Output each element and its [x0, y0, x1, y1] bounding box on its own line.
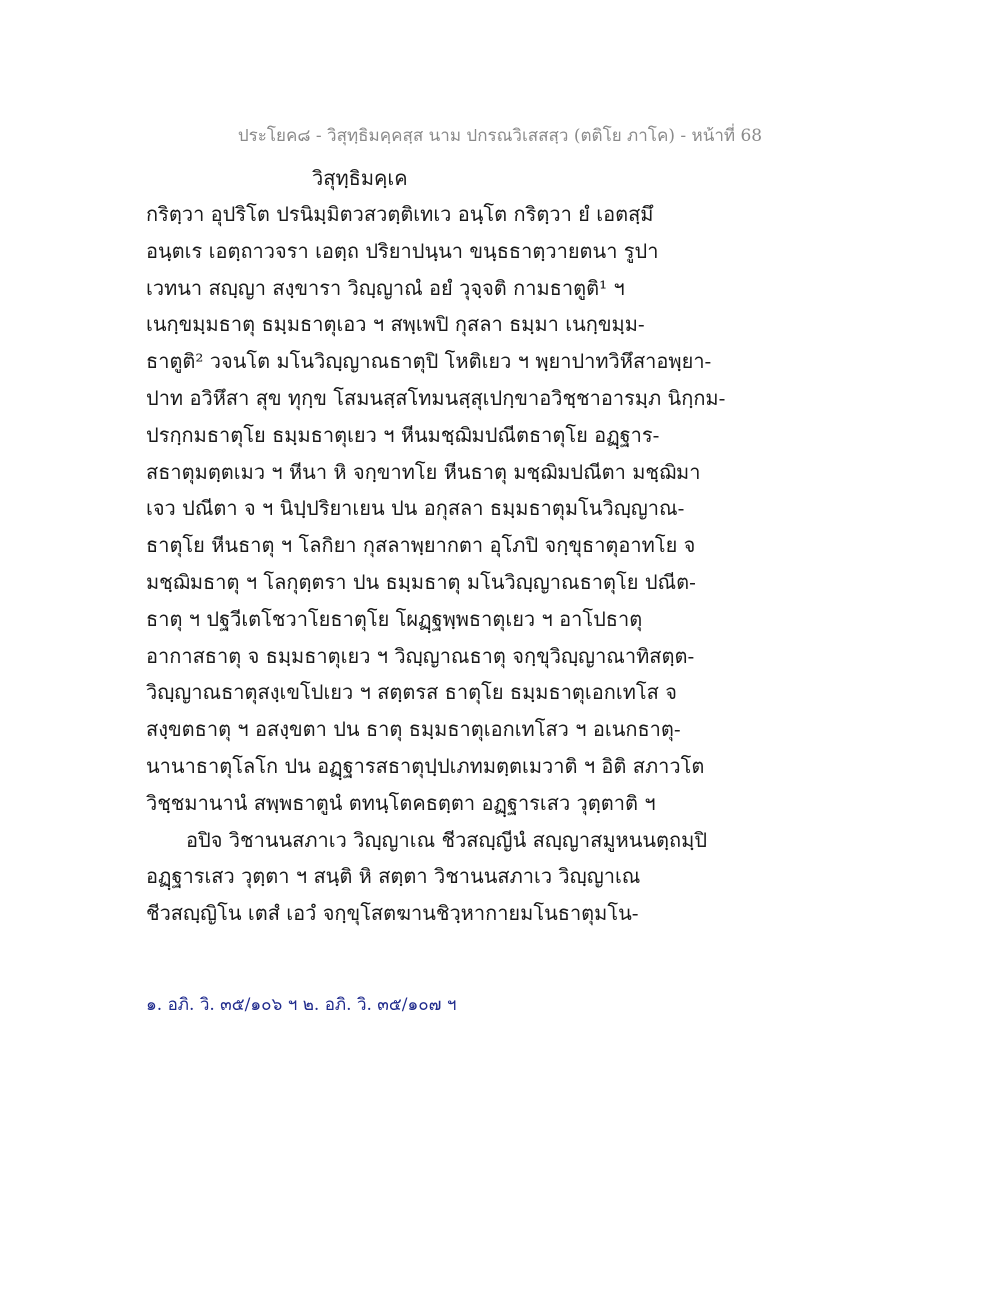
text-line: เวทนา สญฺญา สงฺขารา วิญฺญาณํ อยํ วุจฺจติ กามธาตูติ¹ ฯ [146, 275, 625, 300]
text-line: อนฺตเร เอตฺถาวจรา เอตฺถ ปริยาปนฺนา ขนฺธธาตฺวายตนา รูปา [146, 238, 659, 263]
text-line: สธาตุมตฺตเมว ฯ หีนา หิ จกฺขาทโย หีนธาตุ มชฺฌิมปณีตา มชฺฌิมา [146, 459, 701, 484]
running-header: ประโยค๘ - วิสุทฺธิมคฺคสฺส นาม ปกรณวิเสสสฺว (ตติโย ภาโค) - หน้าที่ 68 [237, 126, 763, 146]
text-line: มชฺฌิมธาตุ ฯ โลกุตฺตรา ปน ธมฺมธาตุ มโนวิญฺญาณธาตุโย ปณีต- [146, 569, 696, 594]
text-line: เนกฺขมฺมธาตุ ธมฺมธาตุเอว ฯ สพฺเพปิ กุสลา ธมฺมา เนกฺขมฺม- [146, 312, 645, 337]
text-line: อากาสธาตุ จ ธมฺมธาตุเยว ฯ วิญฺญาณธาตุ จกฺขุวิญฺญาณาทิสตฺต- [146, 643, 695, 668]
text-line: ปรกฺกมธาตุโย ธมฺมธาตุเยว ฯ หีนมชฺฌิมปณีตธาตุโย อฏฺฐาร- [146, 422, 660, 447]
text-line: ธาตุโย หีนธาตุ ฯ โลกิยา กุสลาพฺยากตา อุโภปิ จกฺขุธาตุอาทโย จ [146, 533, 696, 558]
text-line: ธาตูติ² วจนโต มโนวิญฺญาณธาตุปิ โหติเยว ฯ พฺยาปาทวิหึสาอพฺยา- [146, 349, 712, 374]
paragraph-first-line: อปิจ วิชานนสภาเว วิญฺญาเณ ชีวสญฺญีนํ สญฺญาสมูหนนตฺถมฺปิ [186, 827, 708, 852]
text-line: วิชฺชมานานํ สพฺพธาตูนํ ตทนฺโตคธตฺตา อฏฺฐารเสว วุตฺตาติ ฯ [146, 790, 656, 815]
footnote: ๑. อภิ. วิ. ๓๕/๑๐๖ ฯ ๒. อภิ. วิ. ๓๕/๑๐๗ ฯ [146, 995, 457, 1015]
text-line: เจว ปณีตา จ ฯ นิปฺปริยาเยน ปน อกุสลา ธมฺมธาตุมโนวิญฺญาณ- [146, 496, 685, 521]
text-line: กริตฺวา อุปริโต ปรนิมฺมิตวสวตฺติเทเว อนฺโต กริตฺวา ยํ เอตสฺมึ [146, 202, 654, 226]
text-line: อฏฺฐารเสว วุตฺตา ฯ สนฺติ หิ สตฺตา วิชานนสภาเว วิญฺญาเณ [146, 864, 641, 889]
text-line: วิญฺญาณธาตุสงฺเขโปเยว ฯ สตฺตรส ธาตุโย ธมฺมธาตุเอกเทโส จ [146, 680, 677, 705]
body-text [146, 196, 866, 932]
text-line: นานาธาตุโลโก ปน อฏฺฐารสธาตุปฺปเภทมตฺตเมวาติ ฯ อิติ สภาวโต [146, 753, 705, 778]
text-line: ปาท อวิหึสา สุข ทุกฺข โสมนสฺสโทมนสฺสุเปกฺขาอวิชฺชาอารมฺภ นิกฺกม- [146, 385, 726, 410]
text-line: ธาตุ ฯ ปฐวีเตโชวาโยธาตุโย โผฏฺฐพฺพธาตุเยว ฯ อาโปธาตุ [146, 606, 643, 631]
book-title: วิสุทฺธิมคฺเค [312, 166, 408, 190]
text-line: ชีวสญฺญิโน เตสํ เอวํ จกฺขุโสตฆานชิวฺหากายมโนธาตุมโน- [146, 901, 639, 926]
text-line: สงฺขตธาตุ ฯ อสงฺขตา ปน ธาตุ ธมฺมธาตุเอกเทโสว ฯ อเนกธาตุ- [146, 717, 681, 742]
